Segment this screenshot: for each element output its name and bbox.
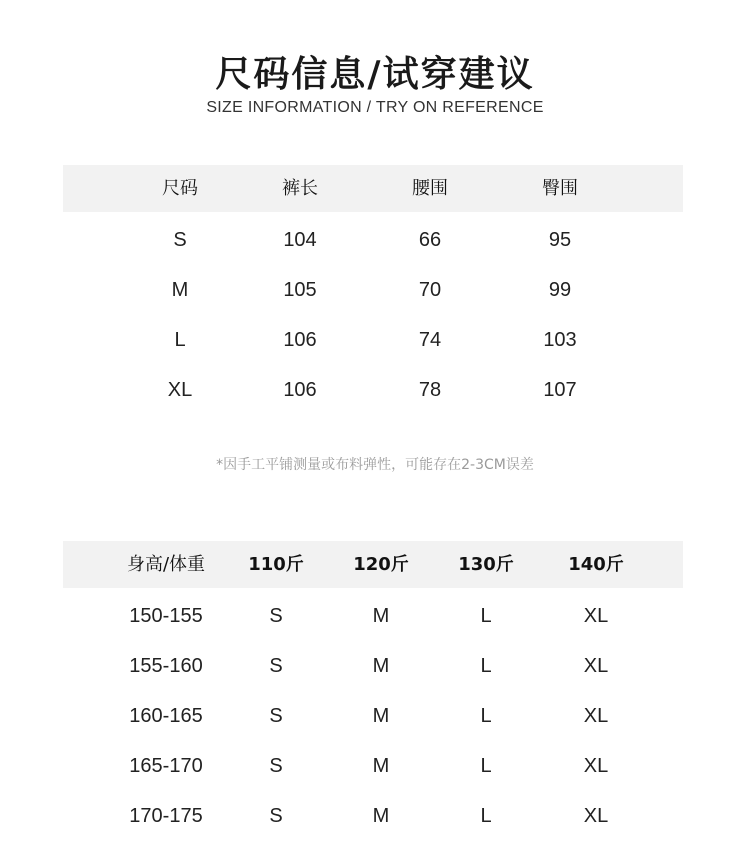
table-cell: 99: [548, 279, 572, 301]
table-cell: XL: [583, 805, 609, 827]
table-cell: 106: [283, 329, 317, 351]
waist-col-header: 腰围: [412, 178, 448, 199]
table-cell: L: [480, 805, 492, 827]
table-cell: L: [480, 655, 492, 677]
height-weight-col-header: 身高/体重: [126, 554, 206, 575]
table-cell: M: [372, 805, 390, 827]
size-col-header: 尺码: [162, 178, 198, 199]
table-cell: XL: [167, 379, 193, 401]
table-cell: S: [269, 655, 283, 677]
table-cell: S: [173, 229, 187, 251]
table-cell: XL: [583, 755, 609, 777]
page-subtitle: SIZE INFORMATION / TRY ON REFERENCE: [206, 99, 544, 116]
table-cell: 150-155: [129, 605, 203, 627]
table-cell: M: [372, 655, 390, 677]
table-cell: S: [269, 755, 283, 777]
table-cell: 95: [548, 229, 572, 251]
table-cell: 160-165: [129, 705, 203, 727]
table-cell: M: [372, 705, 390, 727]
table-cell: L: [174, 329, 186, 351]
table-cell: 106: [283, 379, 317, 401]
size-table-header-bar: [63, 165, 683, 212]
table-cell: L: [480, 755, 492, 777]
table-cell: M: [372, 755, 390, 777]
weight-140-col-header: 140斤: [568, 554, 624, 575]
table-cell: S: [269, 805, 283, 827]
table-cell: 103: [543, 329, 577, 351]
weight-110-col-header: 110斤: [248, 554, 304, 575]
measurement-note: *因手工平铺测量或布料弹性，可能存在2-3CM误差: [216, 457, 534, 473]
length-col-header: 裤长: [282, 178, 318, 199]
table-cell: 78: [418, 379, 442, 401]
table-cell: 74: [418, 329, 442, 351]
weight-130-col-header: 130斤: [458, 554, 514, 575]
hip-col-header: 臀围: [542, 178, 578, 199]
table-cell: 165-170: [129, 755, 203, 777]
table-cell: 104: [283, 229, 317, 251]
table-cell: M: [171, 279, 189, 301]
table-cell: 66: [418, 229, 442, 251]
table-cell: XL: [583, 705, 609, 727]
table-cell: L: [480, 605, 492, 627]
table-cell: XL: [583, 655, 609, 677]
table-cell: M: [372, 605, 390, 627]
weight-120-col-header: 120斤: [353, 554, 409, 575]
page-title: 尺码信息/试穿建议: [215, 54, 535, 95]
table-cell: XL: [583, 605, 609, 627]
table-cell: 105: [283, 279, 317, 301]
table-cell: 70: [418, 279, 442, 301]
table-cell: 107: [543, 379, 577, 401]
table-cell: S: [269, 705, 283, 727]
table-cell: L: [480, 705, 492, 727]
table-cell: 170-175: [129, 805, 203, 827]
table-cell: 155-160: [129, 655, 203, 677]
table-cell: S: [269, 605, 283, 627]
